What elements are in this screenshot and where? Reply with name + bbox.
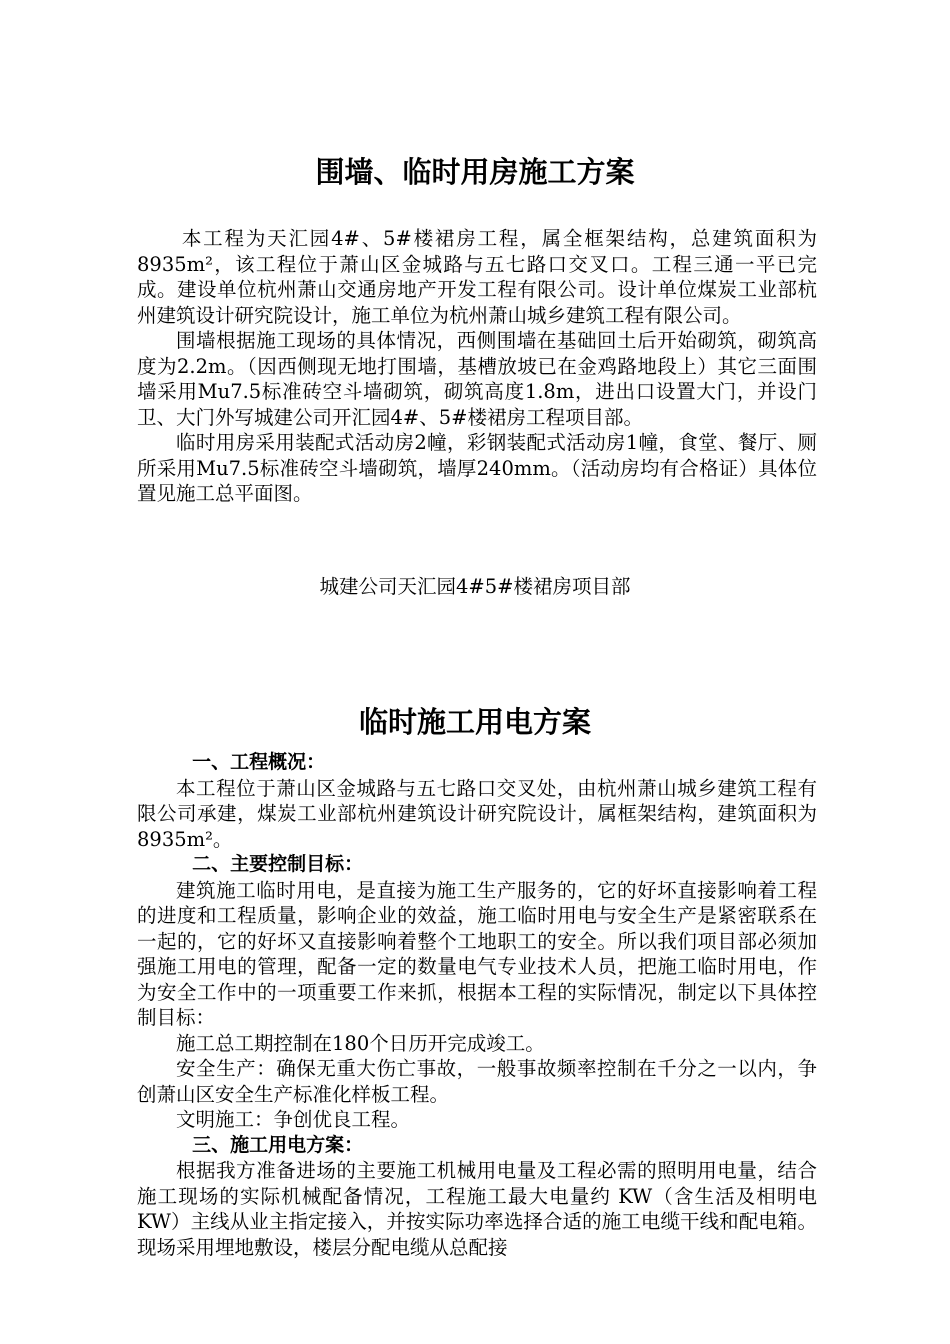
- section1-body: [137, 226, 817, 507]
- section2-paragraph-safety: 安全生产：确保无重大伤亡事故，一般事故频率控制在千分之一以内，争创萧山区安全生产标准化样板工程。: [137, 1057, 817, 1106]
- section2-heading-overview: 一、工程概况：: [192, 751, 326, 773]
- section1-paragraph-overview: 本工程为天汇园4#、5#楼裙房工程，属全框架结构，总建筑面积为8935m²，该工程位于萧山区金城路与五七路口交叉口。工程三通一平已完成。建设单位杭州萧山交通房地产开发工程有限公司。设计单位煤炭工业部杭州建筑设计研究院设计，施工单位为杭州萧山城乡建筑工程有限公司。: [137, 227, 817, 327]
- section1-title: 围墙、临时用房施工方案: [315, 155, 635, 189]
- section2-heading-targets: 二、主要控制目标：: [192, 853, 364, 875]
- section1-paragraph-temporary-housing: 临时用房采用装配式活动房2幢，彩钢装配式活动房1幢，食堂、餐厅、厕所采用Mu7.5标准砖空斗墙砌筑，墙厚240mm。（活动房均有合格证）具体位置见施工总平面图。: [137, 431, 817, 505]
- section2-paragraph-civilized: 文明施工：争创优良工程。: [176, 1108, 411, 1131]
- section1-signature: 城建公司天汇园4#5#楼裙房项目部: [319, 575, 631, 598]
- section2-heading-power-plan: 三、施工用电方案：: [192, 1133, 364, 1156]
- section2-body: [137, 750, 817, 1260]
- section1-paragraph-wall: 围墙根据施工现场的具体情况，西侧围墙在基础回土后开始砌筑，砌筑高度为2.2m。（因西侧现无地打围墙，基槽放坡已在金鸡路地段上）其它三面围墙采用Mu7.5标准砖空斗墙砌筑，砌筑高度1.8m，进出口设置大门，并设门卫、大门外写城建公司开汇园4#、5#楼裙房工程项目部。: [137, 329, 817, 429]
- section2-paragraph-targets: 建筑施工临时用电，是直接为施工生产服务的，它的好坏直接影响着工程的进度和工程质量，影响企业的效益，施工临时用电与安全生产是紧密联系在一起的，它的好坏又直接影响着整个工地职工的安全。所以我们项目部必须加强施工用电的管理，配备一定的数量电气专业技术人员，把施工临时用电，作为安全工作中的一项重要工作来抓，根据本工程的实际情况，制定以下具体控制目标：: [137, 878, 817, 1029]
- section2-paragraph-schedule: 施工总工期控制在180个日历开完成竣工。: [176, 1031, 545, 1055]
- section2-title: 临时施工用电方案: [358, 705, 591, 739]
- section2-paragraph-overview: 本工程位于萧山区金城路与五七路口交叉处，由杭州萧山城乡建筑工程有限公司承建，煤炭工业部杭州建筑设计研究院设计，属框架结构，建筑面积为8935m²。: [137, 776, 817, 851]
- section2-paragraph-power-plan: 根据我方准备进场的主要施工机械用电量及工程必需的照明用电量，结合施工现场的实际机械配备情况，工程施工最大电量约 KW（含生活及相明电 KW）主线从业主指定接入，并按实际功率选择合适的施工电缆干线和配电箱。现场采用埋地敷设，楼层分配电缆从总配接: [137, 1159, 817, 1259]
